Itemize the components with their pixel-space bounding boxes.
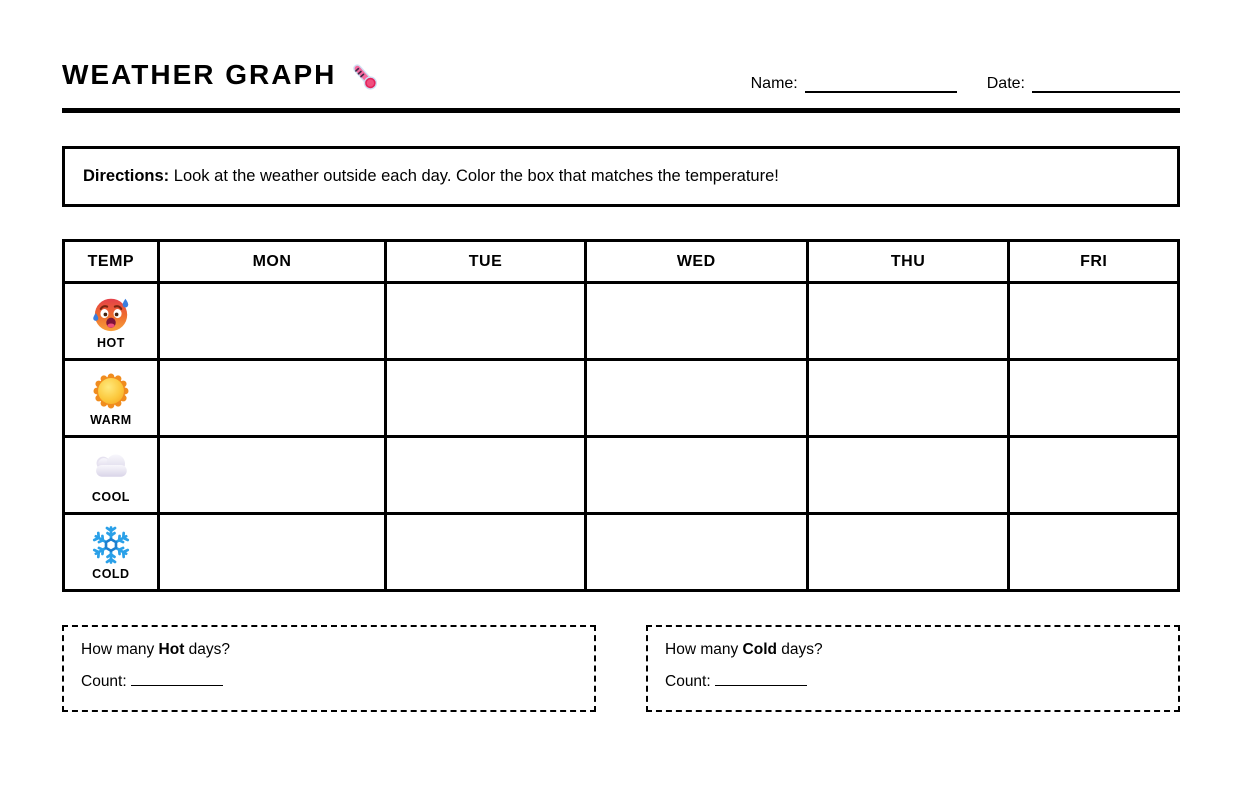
column-header-fri: FRI — [1009, 241, 1179, 283]
day-cell-warm-fri[interactable] — [1009, 360, 1179, 437]
day-cell-cold-mon[interactable] — [158, 514, 385, 591]
name-field — [751, 75, 957, 93]
weather-table — [62, 239, 1180, 592]
count-label: Count: — [665, 673, 711, 690]
directions-label: Directions: — [83, 167, 170, 185]
question-text-hot — [81, 641, 594, 659]
date-input-line[interactable] — [1032, 77, 1180, 93]
date-label: Date: — [986, 75, 1025, 92]
directions-box — [62, 146, 1180, 207]
hot-face-icon — [90, 293, 132, 335]
sun-icon — [90, 370, 132, 412]
temp-label-hot: HOT — [96, 335, 125, 350]
day-cell-warm-mon[interactable] — [158, 360, 385, 437]
title-divider — [62, 108, 1180, 113]
thermometer-icon — [348, 60, 382, 94]
day-cell-cool-thu[interactable] — [807, 437, 1009, 514]
column-header-wed: WED — [585, 241, 807, 283]
temp-cell-hot — [64, 283, 159, 360]
day-cell-cool-mon[interactable] — [158, 437, 385, 514]
count-input-line-hot[interactable] — [131, 673, 223, 686]
table-row-warm — [64, 360, 1179, 437]
day-cell-warm-wed[interactable] — [585, 360, 807, 437]
day-cell-cool-fri[interactable] — [1009, 437, 1179, 514]
question-prefix: How many — [665, 641, 743, 658]
column-header-mon: MON — [158, 241, 385, 283]
question-suffix: days? — [184, 641, 231, 658]
day-cell-hot-tue[interactable] — [386, 283, 586, 360]
table-row-cool — [64, 437, 1179, 514]
day-cell-cool-wed[interactable] — [585, 437, 807, 514]
day-cell-hot-thu[interactable] — [807, 283, 1009, 360]
count-line-cold — [665, 673, 1178, 691]
day-cell-cold-thu[interactable] — [807, 514, 1009, 591]
table-row-cold — [64, 514, 1179, 591]
day-cell-cold-wed[interactable] — [585, 514, 807, 591]
day-cell-cold-fri[interactable] — [1009, 514, 1179, 591]
question-boxes — [62, 625, 1180, 712]
temp-cell-cold — [64, 514, 159, 591]
temp-cell-warm — [64, 360, 159, 437]
question-box-hot — [62, 625, 596, 712]
day-cell-cold-tue[interactable] — [386, 514, 586, 591]
day-cell-warm-thu[interactable] — [807, 360, 1009, 437]
day-cell-hot-mon[interactable] — [158, 283, 385, 360]
day-cell-warm-tue[interactable] — [386, 360, 586, 437]
temp-cell-cool — [64, 437, 159, 514]
cloud-icon — [90, 447, 132, 489]
name-label: Name: — [750, 75, 798, 92]
question-text-cold — [665, 641, 1178, 659]
count-input-line-cold[interactable] — [715, 673, 807, 686]
table-row-hot — [64, 283, 1179, 360]
question-keyword: Cold — [742, 641, 777, 658]
directions-text — [83, 167, 779, 186]
day-cell-cool-tue[interactable] — [386, 437, 586, 514]
temp-label-cold: COLD — [92, 566, 130, 581]
fill-fields — [751, 75, 1180, 94]
question-keyword: Hot — [158, 641, 185, 658]
day-cell-hot-wed[interactable] — [585, 283, 807, 360]
directions-body: Look at the weather outside each day. Color the box that matches the temperature! — [173, 167, 779, 185]
page-title — [62, 56, 382, 94]
column-header-thu: THU — [807, 241, 1009, 283]
question-box-cold — [646, 625, 1180, 712]
column-header-temp: TEMP — [64, 241, 159, 283]
count-line-hot — [81, 673, 594, 691]
question-suffix: days? — [776, 641, 823, 658]
name-input-line[interactable] — [805, 77, 957, 93]
day-cell-hot-fri[interactable] — [1009, 283, 1179, 360]
date-field — [987, 75, 1180, 93]
title-text: WEATHER GRAPH — [62, 59, 337, 90]
count-label: Count: — [81, 673, 127, 690]
snowflake-icon — [90, 524, 132, 566]
temp-label-warm: WARM — [90, 412, 132, 427]
question-prefix: How many — [81, 641, 159, 658]
header — [62, 56, 1180, 94]
temp-label-cool: COOL — [91, 489, 130, 504]
table-header-row — [64, 241, 1179, 283]
column-header-tue: TUE — [386, 241, 586, 283]
